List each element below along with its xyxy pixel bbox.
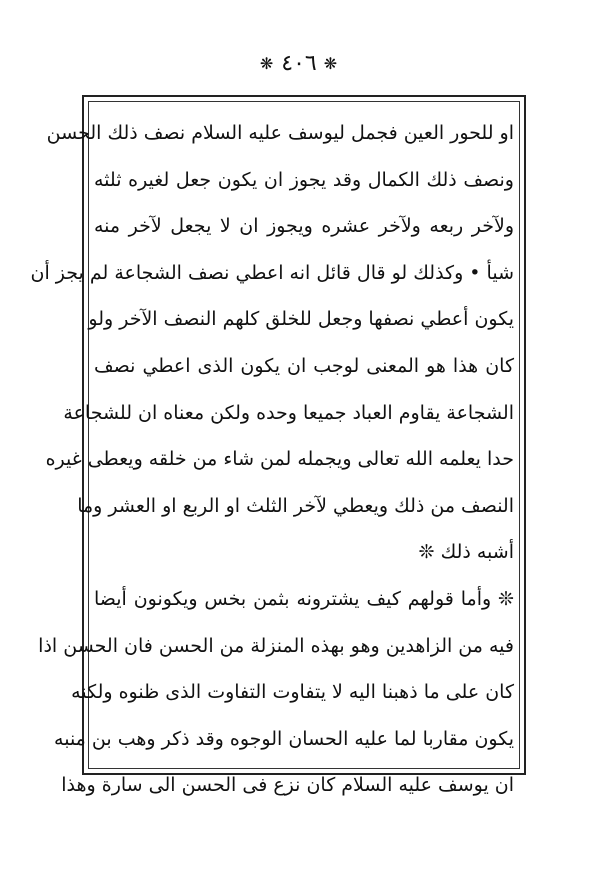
text-line: أشبه ذلك ❊ — [418, 541, 514, 564]
text-line: يكون مقاربا لما عليه الحسان الوجوه وقد ذكر وهب بن منبه — [54, 727, 514, 750]
body-text — [30, 110, 514, 809]
text-line: شيأ • وكذلك لو قال قائل انه اعطي نصف الشجاعة لم يجز أن — [30, 261, 514, 284]
ornament-left-icon: ❋ — [259, 54, 275, 73]
text-line: ونصف ذلك الكمال وقد يجوز ان يكون جعل لغيره ثلثه — [94, 168, 514, 191]
text-line: فيه من الزاهدين وهو بهذه المنزلة من الحسن فان الحسن اذا — [38, 634, 514, 657]
text-line: كان على ما ذهبنا اليه لا يتفاوت التفاوت الذى ظنوه ولكنه — [71, 681, 514, 704]
text-line: الشجاعة يقاوم العباد جميعا وحده ولكن معناه ان للشجاعة — [63, 401, 514, 424]
page-number: ٤٠٦ — [281, 51, 317, 76]
text-line: كان هذا هو المعنى لوجب ان يكون الذى اعطي نصف — [94, 354, 514, 377]
text-line: او للحور العين فجمل ليوسف عليه السلام نصف ذلك الحسن — [46, 122, 514, 144]
text-line: ❊ وأما قولهم كيف يشترونه بثمن بخس ويكونون أيضا — [94, 587, 514, 610]
text-line: يكون أعطي نصفها وجعل للخلق كلهم النصف الآخر ولو — [88, 308, 514, 331]
text-line: ان يوسف عليه السلام كان نزع فى الحسن الى سارة وهذا — [61, 774, 514, 797]
page-header — [0, 50, 598, 78]
ornament-right-icon: ❋ — [323, 54, 339, 73]
text-line: ولآخر ربعه ولآخر عشره ويجوز ان لا يجعل لآخر منه — [94, 215, 514, 238]
text-line: حدا يعلمه الله تعالى ويجمله لمن شاء من خلقه ويعطى غيره — [45, 448, 514, 471]
text-line: النصف من ذلك ويعطي لآخر الثلث او الربع او العشر وما — [77, 494, 514, 517]
